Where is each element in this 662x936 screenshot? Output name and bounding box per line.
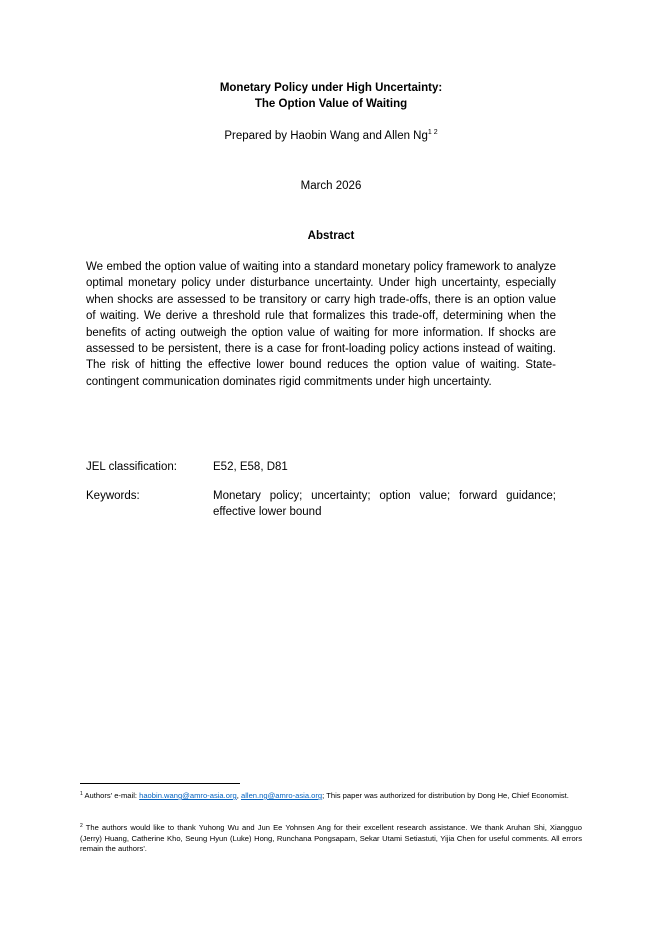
footnote-2-marker: 2 (80, 823, 83, 829)
footnote-1-separator: , (236, 791, 241, 800)
paper-title-line-2: The Option Value of Waiting (254, 98, 408, 110)
email-link-haobin-wang[interactable]: haobin.wang@amro-asia.org (139, 791, 237, 800)
author-line (0, 128, 662, 144)
keywords-value: Monetary policy; uncertainty; option value; forward guidance; effective lower bound (213, 490, 556, 519)
footnote-1 (80, 791, 582, 802)
abstract-heading: Abstract (307, 230, 355, 242)
footnote-separator (80, 783, 240, 784)
email-link-allen-ng[interactable]: allen.ng@amro-asia.org (240, 791, 323, 800)
footnote-1-prefix: Authors' e-mail: (84, 791, 140, 800)
paper-title-line-1: Monetary Policy under High Uncertainty: (219, 82, 443, 94)
footnote-2 (80, 823, 582, 855)
publication-date: March 2026 (300, 180, 362, 192)
abstract-body: We embed the option value of waiting into a standard monetary policy framework to analyze optimal monetary policy under disturbance uncertainty. Under high uncertainty, especially when shocks are assessed to be transitory or carry high trade-offs, there is an option value of waiting. We derive a threshold rule that formalizes this trade-off, determining when the benefits of acting outweigh the option value of waiting for more information. If shocks are assessed to be persistent, there is a case for front-loading policy actions instead of waiting. The risk of hitting the effective lower bound reduces the option value of waiting. State-contingent communication dominates rigid commitments under high uncertainty. (86, 261, 556, 388)
author-names: Prepared by Haobin Wang and Allen Ng (224, 130, 428, 142)
jel-value: E52, E58, D81 (213, 461, 288, 473)
footnote-1-marker: 1 (80, 791, 83, 797)
footnote-2-text: The authors would like to thank Yuhong Wu and Jun Ee Yohnsen Ang for their excellent research assistance. We thank Aruhan Shi, Xiangguo (Jerry) Huang, Catherine Kho, Seung Hyun (Luke) Hong, Runchana Pongsaparn, Sekar Utami Setiastuti, Yijia Chen for useful comments. All errors remain the authors'. (80, 823, 582, 854)
keywords-label: Keywords: (86, 490, 140, 502)
author-footnote-refs: 1 2 (427, 129, 438, 136)
jel-label: JEL classification: (86, 461, 177, 473)
footnote-1-suffix: ; This paper was authorized for distribution by Dong He, Chief Economist. (322, 791, 569, 800)
